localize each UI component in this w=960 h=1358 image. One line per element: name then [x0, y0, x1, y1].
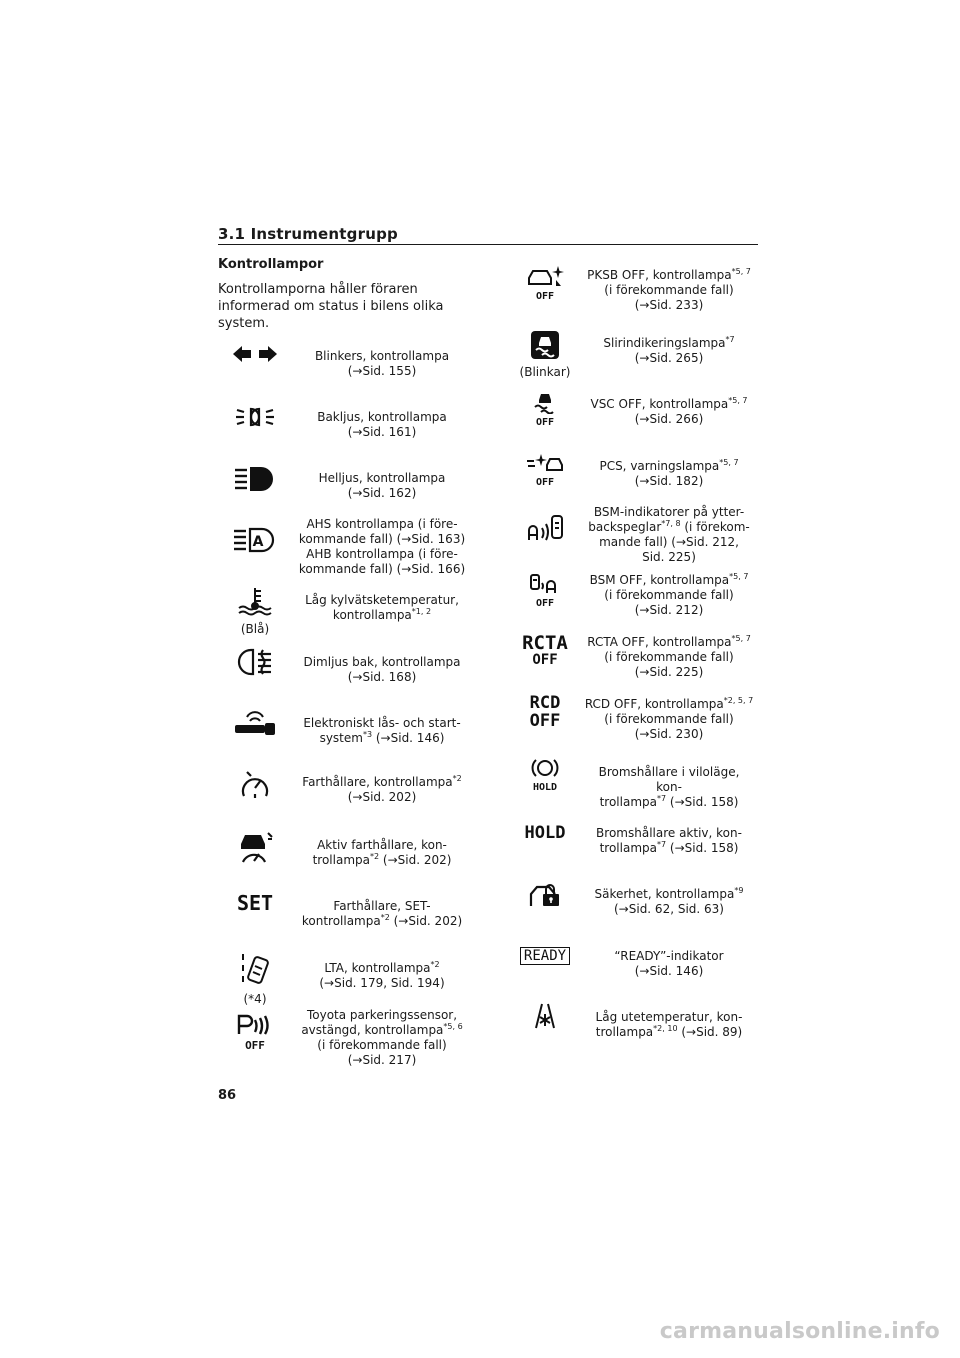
desc-slip-indicator: Slirindikeringslampa$^{*7}$ (→Sid. 265) [603, 335, 735, 365]
bsm-indicator-icon [500, 514, 590, 542]
desc-set: Farthållare, SET- kontrollampa$^{*2}$ (→Sid. 202) [301, 899, 463, 928]
desc-brake-hold-active: Bromshållare aktiv, kon- trollampa$^{*7}$ (→Sid. 158) [596, 826, 742, 855]
high-beam-icon [210, 466, 300, 492]
tail-light-icon [210, 406, 300, 428]
desc-rcd-off: RCD OFF, kontrollampa$^{*2, 5, 7}$ (i förekommande fall) (→Sid. 230) [584, 696, 754, 741]
pcs-warning-icon: OFF [500, 452, 590, 492]
set-text-icon: SET [236, 891, 274, 915]
desc-pcs-warning: PCS, varningslampa$^{*5, 7}$ (→Sid. 182) [599, 458, 739, 488]
desc-adaptive-cruise: Aktiv farthållare, kon- trollampa$^{*2}$ (→Sid. 202) [312, 838, 452, 867]
rear-fog-icon [210, 648, 300, 676]
watermark-logo[interactable]: carmanualsonline.info [659, 1319, 940, 1344]
ready-icon: READY [500, 947, 590, 965]
icon-caption-blue: (Blå) [240, 622, 270, 636]
vsc-off-icon: OFF [500, 392, 590, 432]
desc-rear-fog: Dimljus bak, kontrollampa (→Sid. 168) [303, 655, 461, 684]
cruise-control-icon [210, 770, 300, 800]
parking-sensor-off-icon: OFF [210, 1014, 300, 1055]
desc-ready: “READY”-indikator (→Sid. 146) [614, 949, 724, 978]
desc-bsm-indicator: BSM-indikatorer på ytter- backspeglar$^{*7, 8}$ (i förekom- mande fall) (→Sid. 212, Sid. 225) [588, 505, 750, 564]
turn-signal-icon [210, 345, 300, 363]
desc-bsm-off: BSM OFF, kontrollampa$^{*5, 7}$ (i förekommande fall) (→Sid. 212) [589, 572, 749, 617]
slip-indicator-icon [500, 331, 590, 379]
pksb-off-icon: OFF [500, 264, 590, 306]
low-outside-temp-icon [500, 1002, 590, 1030]
security-icon [500, 882, 590, 908]
desc-brake-hold-standby: Bromshållare i viloläge, kon- trollampa$^{*7}$ (→Sid. 158) [598, 765, 740, 809]
desc-turn-signal: Blinkers, kontrollampa (→Sid. 155) [314, 349, 450, 378]
intro-heading: Kontrollampor [218, 257, 324, 272]
section-title: 3.1 Instrumentgrupp [218, 225, 398, 243]
page-number: 86 [218, 1088, 237, 1103]
desc-coolant-temp: Låg kylvätsketemperatur, kontrollampa$^{*1, 2}$ [305, 593, 459, 622]
desc-pksb-off: PKSB OFF, kontrollampa$^{*5, 7}$ (i förekommande fall) (→Sid. 233) [587, 267, 751, 312]
desc-cruise-control: Farthållare, kontrollampa$^{*2}$ (→Sid. 202) [302, 774, 462, 804]
desc-high-beam: Helljus, kontrollampa (→Sid. 162) [318, 471, 446, 500]
icon-caption-blinking: (Blinkar) [519, 365, 571, 379]
desc-low-outside-temp: Låg utetemperatur, kon- trollampa$^{*2, 10}$ (→Sid. 89) [595, 1010, 743, 1039]
desc-auto-high-beam: AHS kontrollampa (i före- kommande fall) (→Sid. 163) AHB kontrollampa (i före- kommande fall) (→Sid. 166) [298, 517, 466, 576]
desc-rcta-off: RCTA OFF, kontrollampa$^{*5, 7}$ (i förekommande fall) (→Sid. 225) [587, 634, 751, 679]
desc-vsc-off: VSC OFF, kontrollampa$^{*5, 7}$ (→Sid. 266) [590, 396, 748, 426]
brake-hold-active-icon: HOLD [524, 823, 566, 843]
desc-lane-trace: LTA, kontrollampa$^{*2}$ (→Sid. 179, Sid. 194) [319, 960, 445, 990]
desc-tail-light: Bakljus, kontrollampa (→Sid. 161) [317, 410, 447, 439]
desc-security: Säkerhet, kontrollampa$^{*9}$ (→Sid. 62, Sid. 63) [594, 886, 744, 916]
intro-text: Kontrollamporna håller föraren informerad om status i bilens olika system. [218, 282, 444, 331]
auto-high-beam-icon [210, 527, 300, 553]
desc-parking-sensor-off: Toyota parkeringssensor, avstängd, kontrollampa$^{*5, 6}$ (i förekommande fall) (→Sid. 217) [301, 1008, 463, 1067]
icon-caption-footnote: (*4) [243, 992, 267, 1006]
lane-trace-icon [210, 952, 300, 1006]
adaptive-cruise-icon [210, 831, 300, 863]
coolant-temp-icon [210, 586, 300, 636]
section-rule [218, 244, 758, 245]
rcta-off-icon: RCTA OFF [522, 632, 568, 668]
desc-smart-key: Elektroniskt lås- och start- system$^{*3}$ (→Sid. 146) [303, 716, 461, 745]
brake-hold-standby-icon: HOLD [500, 757, 590, 797]
rcd-off-icon: RCD OFF [529, 693, 561, 731]
smart-key-icon [210, 711, 300, 737]
svg-text:A: A [252, 534, 264, 550]
bsm-off-icon: OFF [500, 573, 590, 613]
